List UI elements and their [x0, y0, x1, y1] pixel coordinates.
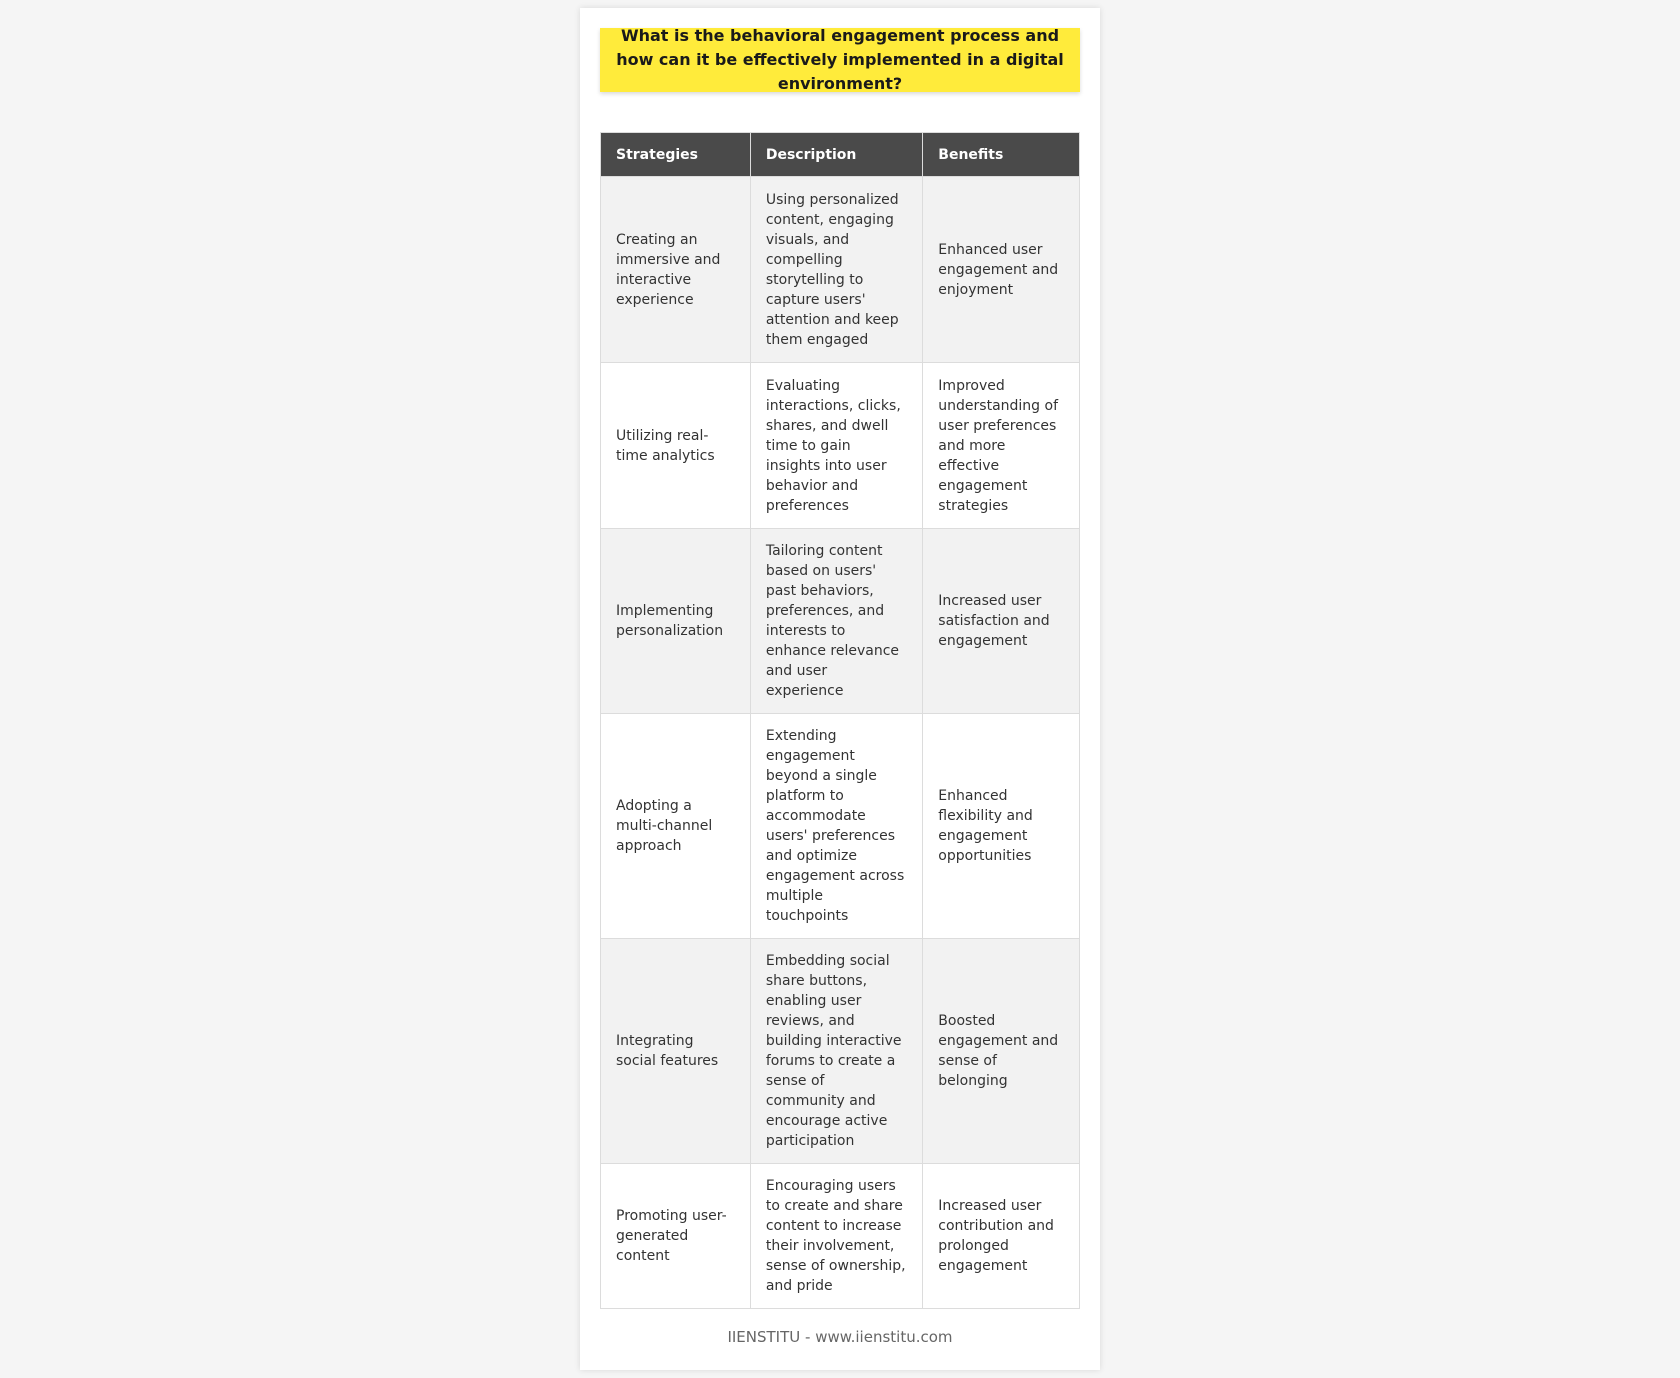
benefit-cell: Increased user contribution and prolonged engagement: [923, 1164, 1080, 1309]
description-cell: Extending engagement beyond a single platform to accommodate users' preferences and optimize engagement across multiple touchpoints: [750, 714, 922, 939]
header-benefits: Benefits: [923, 133, 1080, 177]
table-row: [601, 1164, 1080, 1309]
strategy-cell: Implementing personalization: [601, 529, 751, 714]
benefit-cell: Enhanced flexibility and engagement opportunities: [923, 714, 1080, 939]
table-row: [601, 529, 1080, 714]
header-strategies: Strategies: [601, 133, 751, 177]
question-banner: What is the behavioral engagement process and how can it be effectively implemented in a digital environment?: [600, 28, 1080, 92]
benefit-cell: Increased user satisfaction and engagement: [923, 529, 1080, 714]
table-row: [601, 177, 1080, 363]
table-row: [601, 363, 1080, 529]
benefit-cell: Improved understanding of user preferences and more effective engagement strategies: [923, 363, 1080, 529]
strategy-cell: Creating an immersive and interactive experience: [601, 177, 751, 363]
table-row: [601, 939, 1080, 1164]
description-cell: Evaluating interactions, clicks, shares, and dwell time to gain insights into user behavior and preferences: [750, 363, 922, 529]
benefit-cell: Boosted engagement and sense of belonging: [923, 939, 1080, 1164]
header-description: Description: [750, 133, 922, 177]
table-header-row: [601, 133, 1080, 177]
description-cell: Using personalized content, engaging visuals, and compelling storytelling to capture users' attention and keep them engaged: [750, 177, 922, 363]
strategy-cell: Adopting a multi-channel approach: [601, 714, 751, 939]
benefit-cell: Enhanced user engagement and enjoyment: [923, 177, 1080, 363]
footer-credit: IIENSTITU - www.iienstitu.com: [727, 1328, 953, 1346]
description-cell: Encouraging users to create and share content to increase their involvement, sense of ownership, and pride: [750, 1164, 922, 1309]
table-row: [601, 714, 1080, 939]
strategies-table: [600, 132, 1080, 1309]
strategy-cell: Promoting user-generated content: [601, 1164, 751, 1309]
strategy-cell: Utilizing real-time analytics: [601, 363, 751, 529]
content-card: [580, 8, 1100, 1370]
strategy-cell: Integrating social features: [601, 939, 751, 1164]
description-cell: Embedding social share buttons, enabling user reviews, and building interactive forums to create a sense of community and encourage active participation: [750, 939, 922, 1164]
description-cell: Tailoring content based on users' past behaviors, preferences, and interests to enhance relevance and user experience: [750, 529, 922, 714]
